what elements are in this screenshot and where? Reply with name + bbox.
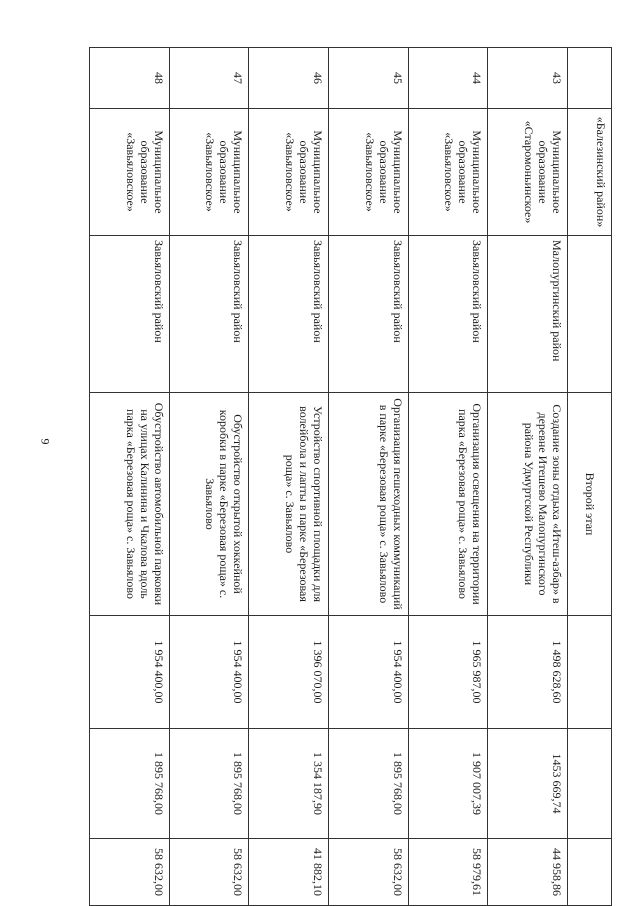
row-number: 44 [408, 48, 488, 109]
table-frame [89, 47, 612, 896]
municipality-cell: Муниципальное образование «Завьяловское» [169, 109, 249, 236]
local-amount-cell: 58 632,00 [329, 839, 409, 906]
table-row [249, 48, 329, 906]
district-cell: Завьяловский район [408, 236, 488, 393]
district-cell: Завьяловский район [90, 236, 170, 393]
municipality-cell: Муниципальное образование «Старомоньинское» [488, 109, 568, 236]
header-v1-cell [568, 616, 612, 729]
project-name-cell: Обустройство открытой хоккейной коробки в парке «Березовая роща» с. Завьялово [169, 393, 249, 616]
header-rayon-cell [568, 236, 612, 393]
table-row [329, 48, 409, 906]
district-cell: Завьяловский район [329, 236, 409, 393]
row-number: 47 [169, 48, 249, 109]
subsidy-amount-cell: 1 907 007,39 [408, 729, 488, 839]
total-amount-cell: 1 965 987,00 [408, 616, 488, 729]
row-number: 46 [249, 48, 329, 109]
project-name-cell: Устройство спортивной площадки для волейбола и лапты в парке «Березовая роща» с. Завьялово [249, 393, 329, 616]
total-amount-cell: 1 396 070,00 [249, 616, 329, 729]
local-amount-cell: 58 632,00 [169, 839, 249, 906]
header-v2-cell [568, 729, 612, 839]
row-number: 48 [90, 48, 170, 109]
project-name-cell: Обустройство автомобильной парковки на улицах Калинина и Чкалова вдоль парка «Березовая роща» с. Завьялово [90, 393, 170, 616]
subsidy-amount-cell: 1 354 187,90 [249, 729, 329, 839]
page-number: 9 [38, 438, 53, 445]
subsidy-amount-cell: 1 895 768,00 [169, 729, 249, 839]
local-amount-cell: 41 882,10 [249, 839, 329, 906]
row-number: 43 [488, 48, 568, 109]
table-row [488, 48, 568, 906]
local-amount-cell: 58 632,00 [90, 839, 170, 906]
total-amount-cell: 1 954 400,00 [329, 616, 409, 729]
header-stage-cell: Второй этап [568, 393, 612, 616]
total-amount-cell: 1 498 628,60 [488, 616, 568, 729]
total-amount-cell: 1 954 400,00 [90, 616, 170, 729]
local-amount-cell: 44 958,86 [488, 839, 568, 906]
project-name-cell: Создание зоны отдыха «Итеш-азбар» в деревне Итешево Малопургинского района Удмуртской Республики [488, 393, 568, 616]
header-num-cell [568, 48, 612, 109]
municipality-cell: Муниципальное образование «Завьяловское» [408, 109, 488, 236]
row-number: 45 [329, 48, 409, 109]
district-cell: Малопургинский район [488, 236, 568, 393]
local-amount-cell: 58 979,61 [408, 839, 488, 906]
municipality-cell: Муниципальное образование «Завьяловское» [329, 109, 409, 236]
subsidy-amount-cell: 1 895 768,00 [90, 729, 170, 839]
district-cell: Завьяловский район [249, 236, 329, 393]
project-name-cell: Организация освещения на территории парка «Березовая роща» с. Завьялово [408, 393, 488, 616]
projects-table [89, 47, 612, 906]
table-header-row [568, 48, 612, 906]
header-mo-cell: «Балезинский район» [568, 109, 612, 236]
project-name-cell: Организация пешеходных коммуникаций в парке «Березовая роща» с. Завьялово [329, 393, 409, 616]
table-row [408, 48, 488, 906]
total-amount-cell: 1 954 400,00 [169, 616, 249, 729]
district-cell: Завьяловский район [169, 236, 249, 393]
subsidy-amount-cell: 1453 669,74 [488, 729, 568, 839]
subsidy-amount-cell: 1 895 768,00 [329, 729, 409, 839]
table-row [90, 48, 170, 906]
municipality-cell: Муниципальное образование «Завьяловское» [249, 109, 329, 236]
header-v3-cell [568, 839, 612, 906]
municipality-cell: Муниципальное образование «Завьяловское» [90, 109, 170, 236]
table-row [169, 48, 249, 906]
